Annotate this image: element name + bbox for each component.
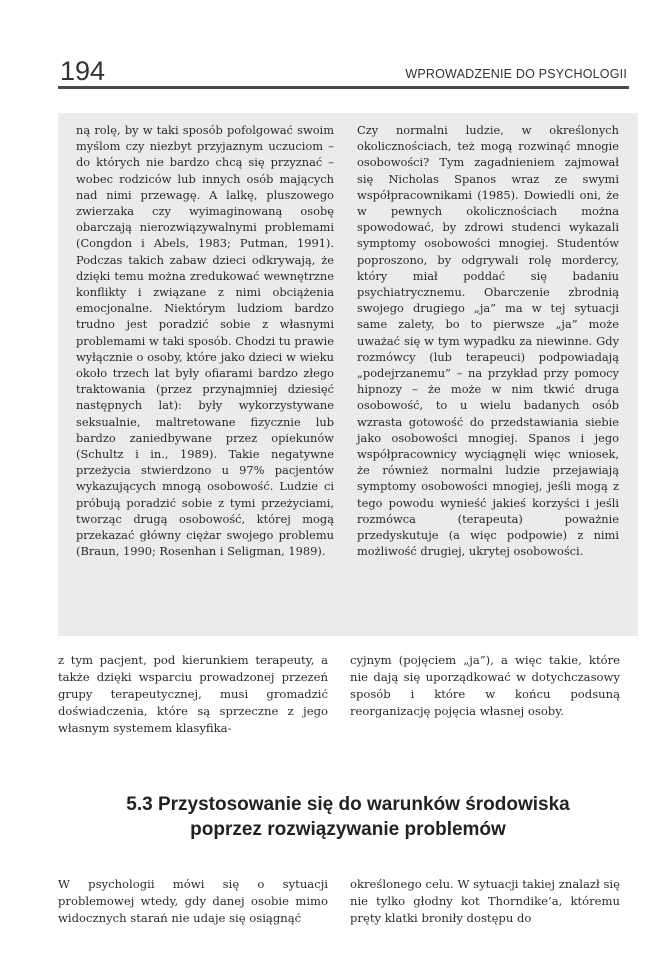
header-rule (58, 86, 629, 89)
section-heading-line-2: poprzez rozwiązywanie problemów (190, 819, 506, 840)
box-left-column: ną rolę, by w taki sposób pofolgować swoim myślom czy niezbyt przyjaznym uczuciom – do których nie bardzo chcą się przyznać – wobec rodziców lub innych osób mających nad nimi przewagę. A lalkę, pluszowego zwierzaka czy wyimaginowaną osobę obarczają nierozwiązywalnymi problemami (Congdon i Abels, 1983; Putman, 1991). Podczas takich zabaw dzieci odkrywają, że dzięki temu można zredukować wewnętrzne konflikty i związane z nimi obciążenia emocjonalne. Niektórym ludziom bardzo trudno jest poradzić sobie z własnymi problemami w taki sposób. Chodzi tu prawie wyłącznie o osoby, które jako dzieci w wieku około trzech lat były ofiarami bardzo złego traktowania (przez przynajmniej dziesięć następnych lat): były wykorzystywane seksualnie, maltretowane fizycznie lub bardzo zaniedbywane przez opiekunów (Schultz i in., 1989). Takie negatywne przeżycia stwierdzono u 97% pacjentów wykazujących mnogą osobowość. Ludzie ci próbują poradzić sobie z tymi przeżyciami, tworząc drugą osobowość, której mogą przekazać główny ciężar swojego problemu (Braun, 1990; Rosenhan i Seligman, 1989). (76, 123, 334, 559)
section-heading-line-1: 5.3 Przystosowanie się do warunków środowiska (126, 794, 570, 815)
section-left-column: W psychologii mówi się o sytuacji problemowej wtedy, gdy danej osobie mimo widocznych starań nie udaje się osiągnąć (58, 877, 328, 925)
section-right-column: określonego celu. W sytuacji takiej znalazł się nie tylko głodny kot Thorndike’a, któremu pręty klatki broniły dostępu do (350, 877, 620, 925)
section-heading (58, 792, 638, 842)
box-right-column: Czy normalni ludzie, w określonych okolicznościach, też mogą rozwinąć mnogie osobowości? Tym zagadnieniem zajmował się Nicholas Spanos wraz ze swymi współpracownikami (1985). Dowiedli oni, że w pewnych okolicznościach można spowodować, by zdrowi studenci wykazali symptomy osobowości mnogiej. Studentów poproszono, by odgrywali rolę mordercy, który miał poddać się badaniu psychiatrycznemu. Obarczenie zbrodnią swojego drugiego „ja” ma w tej sytuacji same zalety, bo to pierwsze „ja” może uważać się w tym wypadku za niewinne. Gdy rozmówcy (lub terapeuci) podpowiadają „podejrzanemu” – na przykład przy pomocy hipnozy – że może w nim tkwić druga osobowość, to u wielu badanych osób wzrasta gotowość do przedstawiania siebie jako osobowości mnogiej. Spanos i jego współpracownicy wyciągnęli więc wniosek, że również normalni ludzie przejawiają symptomy osobowości mnogiej, jeśli mogą z tego powodu wynieść jakieś korzyści i jeśli rozmówca (terapeuta) poważnie przedyskutuje (a więc podpowie) z nimi możliwość drugiej, ukrytej osobowości. (357, 123, 619, 559)
page-number: 194 (60, 56, 106, 86)
body-right-column: cyjnym (pojęciem „ja”), a więc takie, które nie dają się uporządkować w dotychczasowy sposób i które w końcu podsuną reorganizację pojęcia własnej osoby. (350, 653, 620, 718)
running-header: WPROWADZENIE DO PSYCHOLOGII (405, 67, 627, 81)
body-left-column: z tym pacjent, pod kierunkiem terapeuty, a także dzięki wsparciu prowadzonej przezeń grupy terapeutycznej, musi gromadzić doświadczenia, które są sprzeczne z jego własnym systemem klasyfika- (58, 653, 328, 735)
